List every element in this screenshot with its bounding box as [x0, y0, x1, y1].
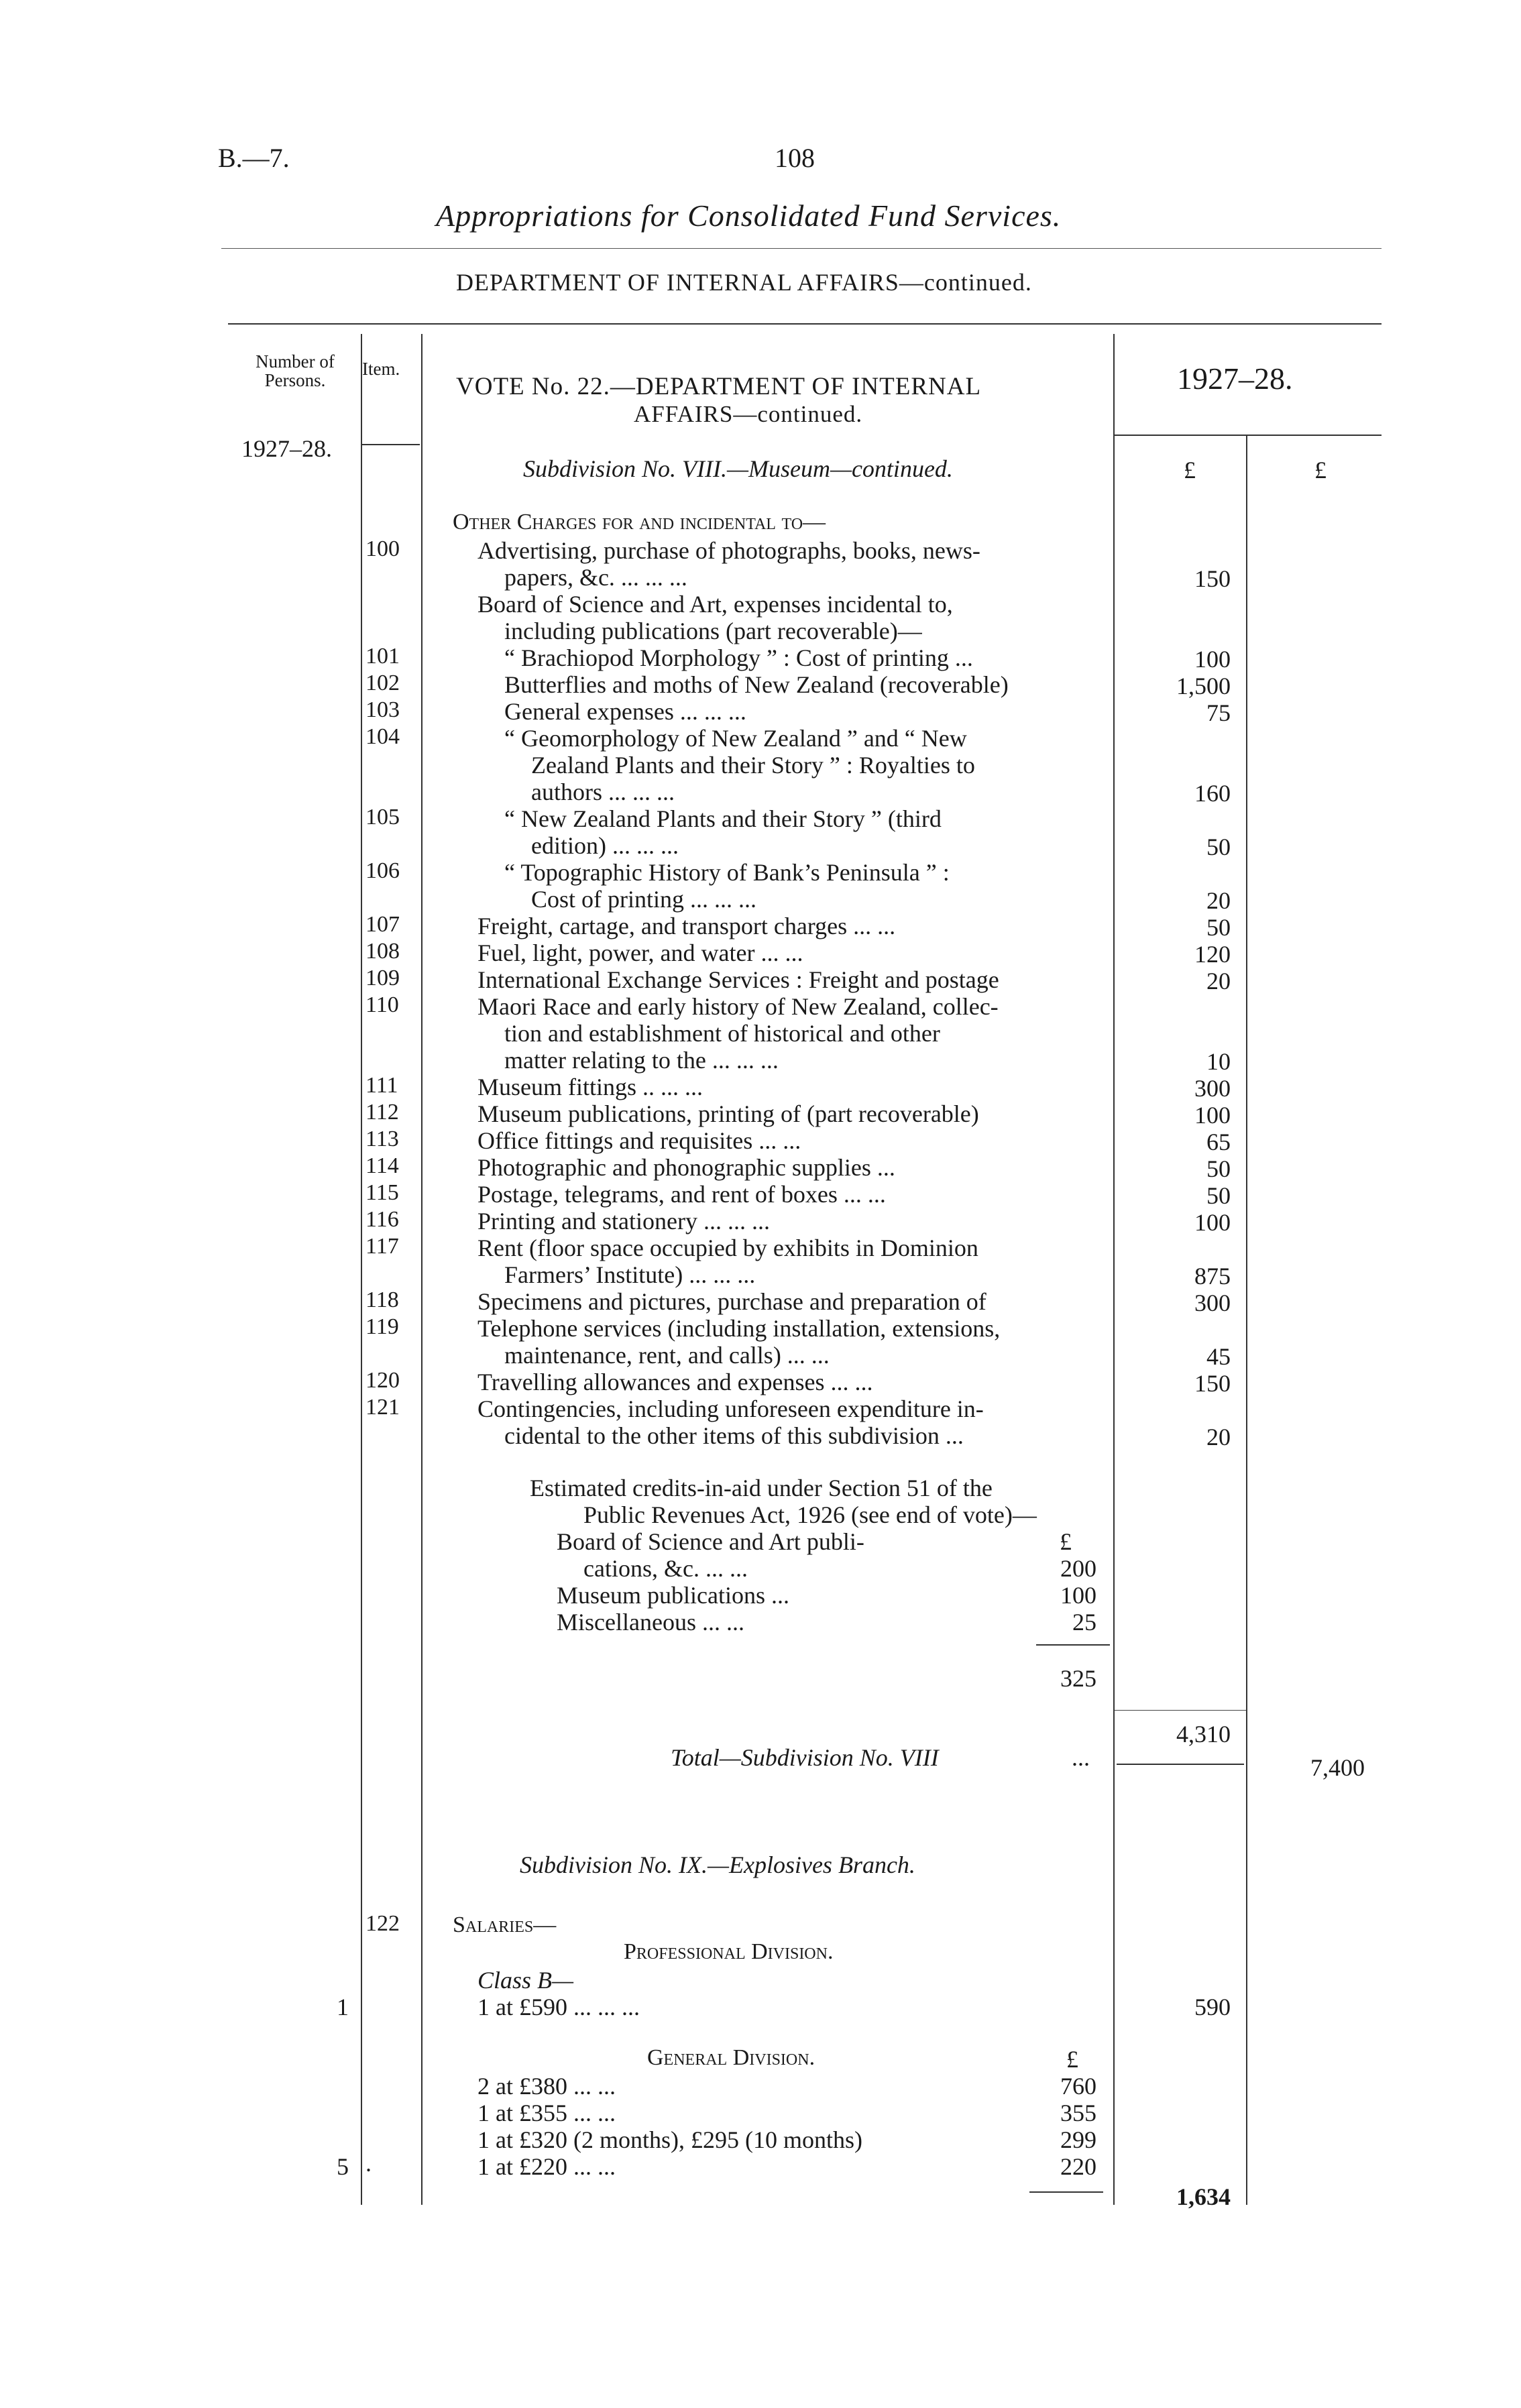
- item-amount: 120: [1194, 941, 1231, 968]
- item-amount: 160: [1194, 780, 1231, 807]
- item-number: 102: [365, 671, 400, 695]
- item-description: Advertising, purchase of photographs, books, news-: [477, 537, 980, 564]
- credit-label: Miscellaneous ... ...: [557, 1609, 744, 1636]
- salary-amount: 760: [1060, 2073, 1096, 2100]
- item-number: 110: [365, 992, 399, 1017]
- other-charges-heading: Other Charges for and incidental to—: [453, 510, 826, 534]
- item-amount: 150: [1194, 1370, 1231, 1397]
- item-number: 103: [365, 697, 400, 722]
- item-column-divider: [421, 334, 422, 2205]
- item-number: 108: [365, 939, 400, 964]
- item-amount: 100: [1194, 646, 1231, 673]
- item-description: Freight, cartage, and transport charges ... ...: [477, 913, 896, 939]
- item-amount: 100: [1194, 1209, 1231, 1236]
- item-description: Butterflies and moths of New Zealand (recoverable): [504, 671, 1009, 698]
- item-description: International Exchange Services : Freight and postage: [477, 966, 999, 993]
- item-amount: 150: [1194, 565, 1231, 592]
- item-number: 111: [365, 1073, 398, 1098]
- salary-amount: 220: [1060, 2153, 1096, 2180]
- page-title: Appropriations for Consolidated Fund Services.: [436, 198, 1062, 233]
- item-description: “ Topographic History of Bank’s Peninsula ” :: [504, 859, 950, 886]
- credit-amount: 25: [1072, 1609, 1096, 1636]
- item-number: 100: [365, 536, 400, 561]
- salaries-heading: Salaries—: [453, 1912, 557, 1937]
- title-rule: [221, 248, 1382, 249]
- persons-column-divider: [361, 334, 362, 2205]
- item-amount: 20: [1206, 968, 1231, 994]
- salary-label: 1 at £590 ... ... ...: [477, 1994, 640, 2020]
- item-description: cidental to the other items of this subdivision ...: [504, 1422, 964, 1449]
- item-number: 106: [365, 858, 400, 883]
- item-number: 104: [365, 724, 400, 749]
- item-description: tion and establishment of historical and other: [504, 1020, 940, 1047]
- item-description: Fuel, light, power, and water ... ...: [477, 939, 803, 966]
- subtotal-top-rule: [1115, 1710, 1246, 1711]
- item-number: 120: [365, 1368, 400, 1393]
- subdivision-8-total-label: Total—Subdivision No. VIII: [671, 1744, 939, 1771]
- item-amount: 75: [1206, 699, 1231, 726]
- salary-amount: 590: [1194, 1994, 1231, 2020]
- item-number: 119: [365, 1314, 399, 1339]
- credits-intro-2: Public Revenues Act, 1926 (see end of vote)—: [583, 1501, 1037, 1528]
- credit-label: Museum publications ...: [557, 1582, 789, 1609]
- item-description: “ Geomorphology of New Zealand ” and “ New: [504, 725, 967, 752]
- credit-amount: 200: [1060, 1555, 1096, 1582]
- year-header-rule: [1115, 435, 1382, 436]
- item-amount: 100: [1194, 1102, 1231, 1129]
- item-description: including publications (part recoverable)—: [504, 618, 922, 644]
- amount-column-divider: [1113, 334, 1115, 2205]
- item-number: 118: [365, 1287, 399, 1312]
- professional-division-heading: Professional Division.: [624, 1939, 834, 1964]
- item-description: Farmers’ Institute) ... ... ...: [504, 1261, 756, 1288]
- general-division-heading: General Division.: [647, 2045, 815, 2070]
- credits-rule: [1036, 1644, 1110, 1646]
- item-amount: 50: [1206, 834, 1231, 860]
- subdivision-8-total-dots: ...: [1072, 1744, 1090, 1771]
- item-description: “ Brachiopod Morphology ” : Cost of printing ...: [504, 644, 973, 671]
- item-description: papers, &c. ... ... ...: [504, 564, 687, 591]
- salary-label: 2 at £380 ... ...: [477, 2073, 616, 2100]
- item-amount: 10: [1206, 1048, 1231, 1075]
- item-header-rule: [362, 444, 420, 445]
- total-column-divider: [1246, 435, 1247, 2205]
- item-amount: 50: [1206, 1155, 1231, 1182]
- item-number: 107: [365, 912, 400, 937]
- item-description: Postage, telegrams, and rent of boxes ... ...: [477, 1181, 886, 1208]
- credits-total: 325: [1060, 1665, 1096, 1692]
- item-description: Maori Race and early history of New Zealand, collec-: [477, 993, 999, 1020]
- item-description: maintenance, rent, and calls) ... ...: [504, 1342, 830, 1369]
- page-number: 108: [775, 143, 815, 173]
- item-description: Cost of printing ... ... ...: [531, 886, 757, 913]
- item-description: Telephone services (including installation, extensions,: [477, 1315, 1001, 1342]
- salary-label: 1 at £220 ... ...: [477, 2153, 616, 2180]
- department-heading: DEPARTMENT OF INTERNAL AFFAIRS—continued.: [456, 269, 1032, 296]
- item-description: Specimens and pictures, purchase and preparation of: [477, 1288, 987, 1315]
- salary-label: 1 at £355 ... ...: [477, 2100, 616, 2126]
- item-amount: 50: [1206, 1182, 1231, 1209]
- table-top-rule: [228, 323, 1382, 325]
- item-description: Museum publications, printing of (part recoverable): [477, 1100, 979, 1127]
- item-number: 116: [365, 1207, 399, 1232]
- item-number: 114: [365, 1153, 399, 1178]
- item-number: 109: [365, 966, 400, 990]
- item-number: 105: [365, 805, 400, 829]
- item-description: Contingencies, including unforeseen expenditure in-: [477, 1395, 984, 1422]
- subdivision-8-title: Subdivision No. VIII.—Museum—continued.: [523, 455, 953, 482]
- margin-mark: .: [365, 2150, 372, 2177]
- persons-count: 1: [337, 1994, 349, 2020]
- class-b-heading: Class B—: [477, 1967, 574, 1994]
- item-amount: 1,500: [1176, 673, 1231, 699]
- item-amount: 45: [1206, 1343, 1231, 1370]
- item-number: 115: [365, 1180, 399, 1205]
- credit-amount: 100: [1060, 1582, 1096, 1609]
- pound-header-1: £: [1184, 457, 1196, 483]
- item-description: Printing and stationery ... ... ...: [477, 1208, 770, 1235]
- general-division-total: 1,634: [1176, 2183, 1231, 2210]
- subdivision-8-subtotal: 4,310: [1176, 1721, 1231, 1747]
- item-amount: 20: [1206, 887, 1231, 914]
- item-amount: 50: [1206, 914, 1231, 941]
- item-description: Zealand Plants and their Story ” : Royalties to: [531, 752, 975, 779]
- item-description: Photographic and phonographic supplies ...: [477, 1154, 895, 1181]
- credits-pound: £: [1060, 1528, 1072, 1555]
- item-description: General expenses ... ... ...: [504, 698, 746, 725]
- item-description: Travelling allowances and expenses ... ...: [477, 1369, 873, 1395]
- item-number: 113: [365, 1127, 399, 1151]
- document-ref: B.—7.: [218, 143, 290, 173]
- credits-intro-1: Estimated credits-in-aid under Section 51 of the: [530, 1475, 993, 1501]
- subdivision-9-title: Subdivision No. IX.—Explosives Branch.: [520, 1851, 915, 1878]
- item-header: Item.: [362, 359, 400, 379]
- salary-amount: 299: [1060, 2126, 1096, 2153]
- pound-header-2: £: [1314, 457, 1327, 483]
- general-rule: [1029, 2191, 1103, 2193]
- item-number: 122: [365, 1911, 400, 1936]
- year-header: 1927–28.: [1177, 361, 1293, 396]
- subdivision-8-total: 7,400: [1310, 1754, 1365, 1781]
- item-description: Museum fittings .. ... ...: [477, 1074, 703, 1100]
- persons-year: 1927–28.: [241, 435, 332, 462]
- credit-label: cations, &c. ... ...: [583, 1555, 748, 1582]
- subtotal-rule: [1117, 1764, 1244, 1765]
- item-number: 101: [365, 644, 400, 669]
- item-description: authors ... ... ...: [531, 779, 675, 805]
- general-pound: £: [1066, 2046, 1078, 2073]
- item-description: Board of Science and Art, expenses incidental to,: [477, 591, 953, 618]
- salary-amount: 355: [1060, 2100, 1096, 2126]
- item-amount: 300: [1194, 1075, 1231, 1102]
- item-amount: 20: [1206, 1424, 1231, 1450]
- item-amount: 65: [1206, 1129, 1231, 1155]
- item-description: matter relating to the ... ... ...: [504, 1047, 779, 1074]
- salary-label: 1 at £320 (2 months), £295 (10 months): [477, 2126, 862, 2153]
- item-description: Rent (floor space occupied by exhibits in Dominion: [477, 1235, 978, 1261]
- item-description: edition) ... ... ...: [531, 832, 679, 859]
- credit-label: Board of Science and Art publi-: [557, 1528, 864, 1555]
- item-amount: 875: [1194, 1263, 1231, 1289]
- item-number: 121: [365, 1395, 400, 1420]
- item-amount: 300: [1194, 1289, 1231, 1316]
- item-number: 117: [365, 1234, 399, 1259]
- persons-header: Number of Persons.: [256, 351, 335, 390]
- item-description: Office fittings and requisites ... ...: [477, 1127, 801, 1154]
- item-description: “ New Zealand Plants and their Story ” (third: [504, 805, 942, 832]
- persons-count: 5: [337, 2153, 349, 2180]
- vote-header-continued: AFFAIRS—continued.: [634, 401, 863, 427]
- vote-header: VOTE No. 22.—DEPARTMENT OF INTERNAL: [456, 373, 982, 400]
- item-number: 112: [365, 1100, 399, 1125]
